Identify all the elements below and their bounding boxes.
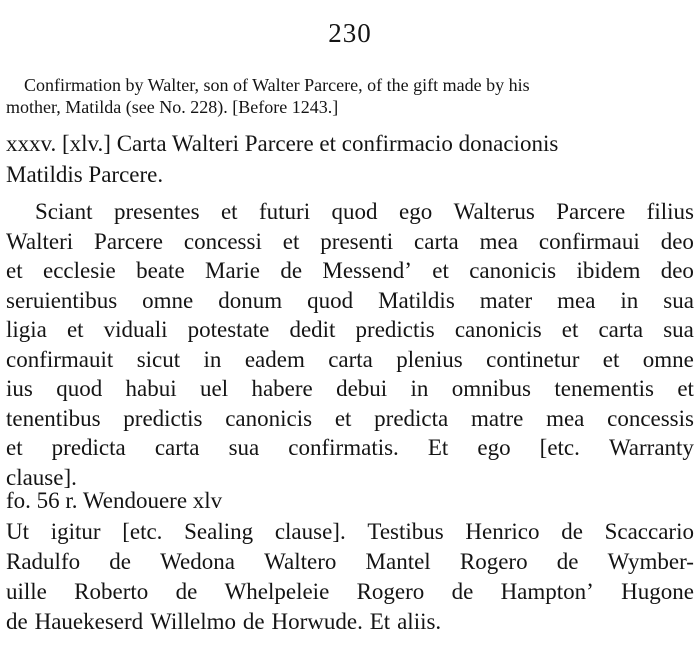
- word: Radulfo: [6, 549, 81, 574]
- word: et: [334, 405, 352, 431]
- word: clause].: [6, 464, 77, 490]
- word: uille: [6, 579, 47, 604]
- word: predicta: [51, 435, 126, 460]
- word: confirmatis.: [288, 435, 399, 460]
- text-line: [6, 197, 694, 227]
- word: carta: [598, 317, 644, 342]
- text-line: [6, 345, 694, 375]
- word: debui: [336, 376, 388, 401]
- word: presenti: [320, 228, 394, 254]
- word: quod: [331, 199, 378, 224]
- word: predictis: [355, 317, 435, 342]
- word: Parcere: [556, 199, 626, 224]
- word: sicut: [136, 346, 181, 372]
- word: clause].: [274, 519, 346, 544]
- text-line: [6, 404, 694, 434]
- document-summary: [6, 74, 694, 118]
- word: deo: [660, 258, 694, 283]
- word: Hauekeserd: [34, 609, 144, 634]
- word: de: [561, 519, 583, 544]
- word: beate: [136, 258, 185, 283]
- word: Mantel: [365, 549, 431, 574]
- word: deo: [660, 228, 694, 254]
- word: ligia: [6, 317, 47, 342]
- word: [etc.: [539, 435, 580, 460]
- word: tenementis: [554, 376, 654, 401]
- word: Sciant: [35, 199, 93, 224]
- word: Scaccario: [604, 519, 694, 544]
- word: et: [677, 376, 694, 401]
- word: et: [66, 317, 84, 342]
- word: ego: [477, 435, 511, 460]
- word: presentes: [113, 199, 200, 224]
- word: sua: [228, 435, 260, 460]
- word: Wedona: [160, 549, 235, 574]
- witness-line: [6, 577, 694, 607]
- word: Testibus: [367, 519, 444, 544]
- word: carta: [328, 346, 373, 372]
- heading-line: xxxv. [xlv.] Carta Walteri Parcere et confirmacio donacionis: [6, 131, 559, 156]
- word: carta: [154, 435, 200, 460]
- word: de: [280, 258, 303, 283]
- word: Walteri: [6, 228, 74, 254]
- word: Hampton’: [500, 579, 594, 604]
- witness-list: [6, 517, 694, 637]
- word: concessis: [607, 405, 694, 431]
- word: omnibus: [451, 376, 531, 401]
- word: aliis.: [397, 609, 442, 634]
- charter-heading: [6, 128, 694, 190]
- word: et: [220, 199, 238, 224]
- word: et: [602, 346, 620, 372]
- word: Henrico: [465, 519, 540, 544]
- word: de: [109, 549, 131, 574]
- word: Horwude.: [271, 609, 363, 634]
- word: de: [556, 549, 579, 574]
- text-line: [6, 256, 694, 286]
- page-number: 230: [328, 18, 372, 48]
- word: Waltero: [264, 549, 337, 574]
- word: futuri: [259, 199, 311, 224]
- word: Warranty: [608, 435, 694, 460]
- word: et: [6, 258, 23, 283]
- word: ius: [6, 376, 33, 401]
- word: de: [175, 579, 198, 604]
- word: continetur: [486, 346, 580, 372]
- word: et: [6, 435, 23, 460]
- word: Messend’: [322, 258, 412, 283]
- word: Et: [369, 609, 391, 634]
- word: et: [561, 317, 579, 342]
- text-line: [6, 227, 694, 257]
- word: Matildis: [378, 287, 455, 313]
- witness-line: [6, 517, 694, 547]
- word: in: [410, 376, 429, 401]
- word: Walterus: [453, 199, 535, 224]
- summary-line: Confirmation by Walter, son of Walter Parcere, of the gift made by his: [24, 75, 530, 95]
- word: potestate: [187, 317, 270, 342]
- word: ecclesie: [42, 258, 116, 283]
- word: de: [242, 609, 265, 634]
- text-line: [6, 315, 694, 345]
- heading-line: Matildis Parcere.: [6, 162, 164, 187]
- word: confirmauit: [6, 346, 114, 372]
- word: [etc.: [122, 519, 163, 544]
- word: ego: [398, 199, 433, 224]
- word: Rogero: [356, 579, 425, 604]
- summary-line: mother, Matilda (see No. 228). [Before 1243.]: [6, 97, 339, 117]
- word: tenentibus: [6, 405, 101, 431]
- word: igitur: [50, 519, 101, 544]
- word: habui: [125, 376, 177, 401]
- word: sua: [663, 287, 694, 313]
- word: omne: [642, 346, 694, 372]
- word: plenius: [396, 346, 463, 372]
- word: viduali: [103, 317, 168, 342]
- word: seruientibus: [6, 287, 118, 313]
- word: Et: [427, 435, 449, 460]
- word: Parcere: [94, 228, 163, 254]
- word: et: [282, 228, 300, 254]
- text-line: [6, 433, 694, 463]
- word: sua: [663, 317, 694, 342]
- word: mater: [479, 287, 533, 313]
- word: mea: [546, 405, 585, 431]
- word: Ut: [6, 519, 29, 544]
- word: et: [432, 258, 449, 283]
- word: predictis: [123, 405, 203, 431]
- word: canonicis: [454, 317, 542, 342]
- word: filius: [646, 199, 694, 224]
- witness-line: [6, 607, 694, 637]
- word: eadem: [244, 346, 305, 372]
- charter-text: [6, 197, 694, 492]
- word: concessi: [183, 228, 262, 254]
- word: confirmaui: [538, 228, 640, 254]
- word: Hugone: [621, 579, 694, 604]
- word: canonicis: [225, 405, 313, 431]
- word: dedit: [289, 317, 336, 342]
- word: de: [6, 609, 28, 634]
- word: ibidem: [576, 258, 641, 283]
- word: matre: [470, 405, 524, 431]
- word: in: [620, 287, 639, 313]
- word: omne: [142, 287, 194, 313]
- word: Whelpeleie: [224, 579, 330, 604]
- word: carta: [414, 228, 459, 254]
- word: in: [203, 346, 222, 372]
- text-line: [6, 286, 694, 316]
- witness-line: [6, 547, 694, 577]
- word: uel: [199, 376, 229, 401]
- word: Wymber-: [607, 549, 694, 574]
- word: Marie: [205, 258, 260, 283]
- word: Willelmo: [150, 609, 237, 634]
- word: de: [451, 579, 474, 604]
- word: Sealing: [184, 519, 254, 544]
- text-line: [6, 374, 694, 404]
- word: canonicis: [469, 258, 557, 283]
- word: mea: [557, 287, 596, 313]
- word: predicta: [374, 405, 449, 431]
- folio-reference: fo. 56 r. Wendouere xlv: [6, 488, 223, 513]
- word: Roberto: [74, 579, 149, 604]
- word: habere: [251, 376, 313, 401]
- word: quod: [56, 376, 103, 401]
- word: Rogero: [459, 549, 528, 574]
- word: quod: [307, 287, 354, 313]
- word: mea: [479, 228, 518, 254]
- word: donum: [218, 287, 283, 313]
